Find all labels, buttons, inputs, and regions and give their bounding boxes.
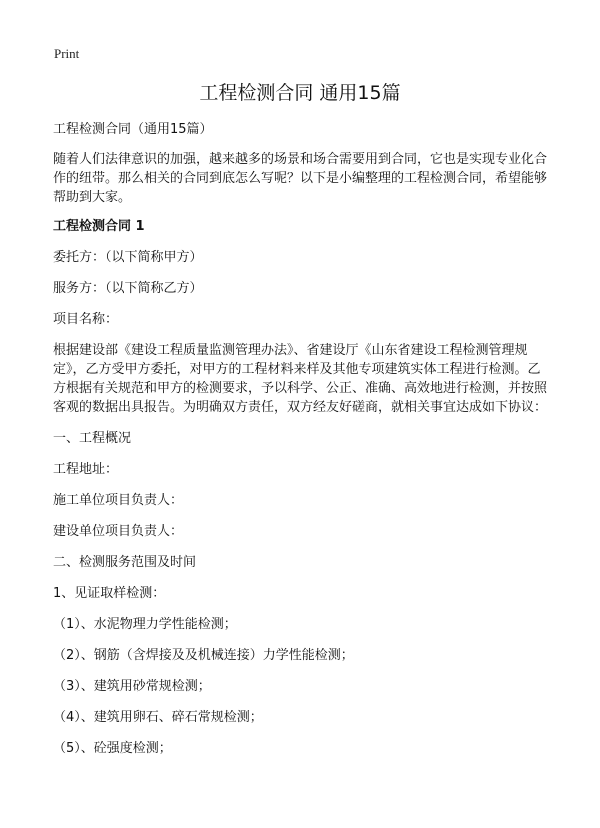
clause-heading: 二、检测服务范围及时间 (53, 555, 197, 570)
construction-lead-line: 施工单位项目负责人： (53, 493, 184, 508)
sub-list-item: （5）、砼强度检测； (53, 741, 172, 756)
list-item: 1、见证取样检测： (53, 586, 166, 601)
provider-line: 服务方：（以下简称乙方） (53, 281, 203, 296)
document-body (53, 120, 553, 770)
print-link[interactable]: Print (54, 46, 80, 61)
builder-lead-line: 建设单位项目负责人： (53, 524, 184, 539)
client-line: 委托方：（以下简称甲方） (53, 250, 203, 265)
basis-paragraph: 根据建设部《建设工程质量监测管理办法》、省建设厅《山东省建设工程检测管理规定》，乙方受甲方委托，对甲方的工程材料来样及其他专项建筑实体工程进行检测。乙方根据有关规范和甲方的检测要求，予以科学、公正、准确、高效地进行检测，并按照客观的数据出具报告。为明确双方责任，双方经友好磋商，就相关事宜达成如下协议： (53, 343, 548, 415)
clause-heading: 一、工程概况 (53, 431, 132, 446)
section-heading: 工程检测合同 1 (53, 219, 145, 234)
sub-list-item: （4）、建筑用卵石、碎石常规检测； (53, 710, 263, 725)
sub-list-item: （1）、水泥物理力学性能检测； (53, 617, 237, 632)
page-title: 工程检测合同 通用15篇 (199, 82, 401, 104)
project-name-line: 项目名称： (53, 312, 119, 327)
intro-paragraph: 随着人们法律意识的加强，越来越多的场景和场合需要用到合同，它也是实现专业化合作的纽带。那么相关的合同到底怎么写呢？以下是小编整理的工程检测合同，希望能够帮助到大家。 (53, 152, 548, 205)
sub-list-item: （2）、钢筋（含焊接及及机械连接）力学性能检测； (53, 648, 354, 663)
sub-list-item: （3）、建筑用砂常规检测； (53, 679, 211, 694)
document-subtitle: 工程检测合同（通用15篇） (53, 122, 213, 137)
site-address-line: 工程地址： (53, 462, 119, 477)
